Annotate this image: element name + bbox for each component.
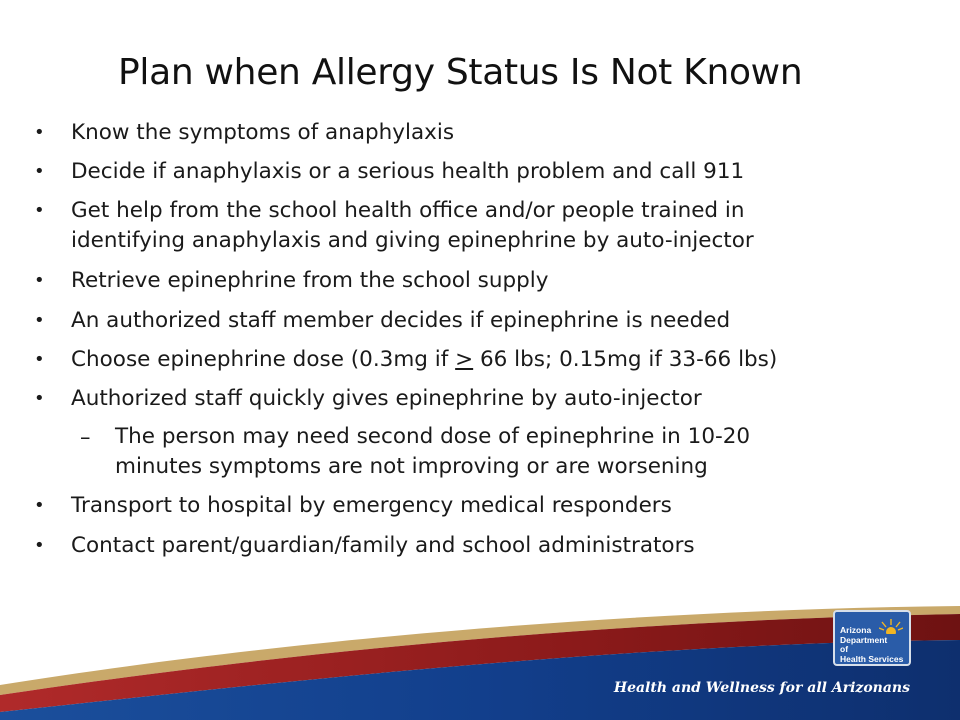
bullet-text: Transport to hospital by emergency medical responders [71,493,672,518]
bullet-text-part: 66 lbs; 0.15mg if 33-66 lbs) [473,347,778,372]
bullet-text [71,347,777,372]
bullet-text: Retrieve epinephrine from the school supply [71,268,549,293]
logo-line: of [840,644,849,654]
sub-bullet-marker: – [80,425,91,449]
logo-line: Health Services [840,653,904,664]
bullet-item [34,345,934,375]
bullet-text: Decide if anaphylaxis or a serious health problem and call 911 [71,159,745,184]
logo-text [840,626,903,664]
bullet-marker: • [34,535,45,556]
logo-line: Department [840,634,888,645]
bullet-text-line: Get help from the school health office and/or people trained in [71,198,745,223]
footer-swoosh [0,600,960,720]
sub-bullet-item [34,422,934,482]
bullet-text-line: The person may need second dose of epinephrine in 10-20 [115,424,751,449]
bullet-item [34,118,934,148]
logo-line: Arizona [840,625,872,635]
bullet-item [34,531,934,561]
bullet-marker: • [34,349,45,370]
bullet-text-line: minutes symptoms are not improving or are worsening [115,454,708,479]
bullet-text-line: identifying anaphylaxis and giving epinephrine by auto-injector [71,228,754,253]
footer-banner [0,600,960,720]
bullet-marker: • [34,122,45,143]
greater-equal-sign: > [455,347,474,372]
bullet-item [34,306,934,336]
bullet-item [34,196,934,256]
bullet-item [34,157,934,187]
bullet-marker: • [34,270,45,291]
bullet-text: Authorized staff quickly gives epinephrine by auto-injector [71,386,702,411]
bullet-marker: • [34,310,45,331]
bullet-marker: • [34,388,45,409]
bullet-marker: • [34,200,45,221]
bullet-marker: • [34,161,45,182]
bullet-text: Know the symptoms of anaphylaxis [71,120,455,145]
adhs-logo [833,610,911,666]
bullet-text: An authorized staff member decides if epinephrine is needed [71,308,731,333]
bullet-item [34,384,934,414]
bullet-item [34,266,934,296]
slide-title: Plan when Allergy Status Is Not Known [118,52,803,93]
bullet-item [34,491,934,521]
bullet-text: Contact parent/guardian/family and school administrators [71,533,695,558]
bullet-list [34,118,934,561]
footer-tagline: Health and Wellness for all Arizonans [613,680,910,696]
bullet-marker: • [34,495,45,516]
bullet-text-part: Choose epinephrine dose (0.3mg if [71,347,456,372]
